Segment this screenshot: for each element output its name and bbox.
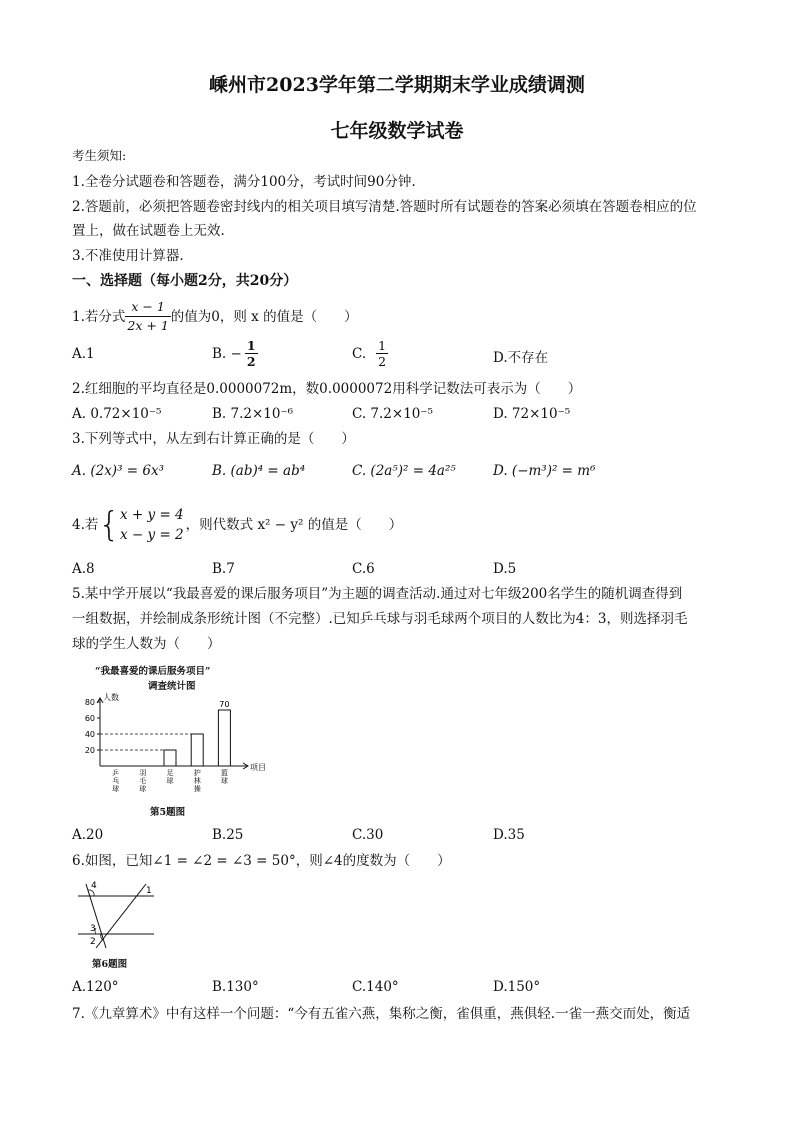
x-axis-label: 项目: [250, 763, 266, 772]
q4-brace: {: [98, 505, 121, 545]
y-tick-label: 40: [84, 730, 95, 739]
q3-option-d: D. (−m³)² = m⁶: [493, 463, 596, 479]
question-4-stem: [72, 505, 402, 545]
page-title: 嵊州市2023学年第二学期期末学业成绩调测: [209, 74, 585, 96]
transversal-right: [96, 884, 146, 948]
q4-system: [120, 505, 184, 545]
x-tick-label: 乓: [112, 777, 120, 785]
x-tick-label: 毛: [139, 777, 147, 785]
q5-option-a: A.20: [72, 827, 104, 843]
q1-option-b-num: 1: [246, 338, 256, 353]
section-heading: 一、选择题（每小题2分，共20分）: [72, 273, 298, 289]
q1-option-b-label: B. −: [212, 345, 242, 362]
q1-prefix: 1.若分式: [72, 308, 126, 325]
question-5-line-2: 一组数据，并绘制成条形统计图（不完整）.已知乒乓球与羽毛球两个项目的人数比为4：3，则选择羽毛: [72, 611, 688, 627]
q2-option-b: B. 7.2×10⁻⁶: [212, 406, 293, 422]
angle-label-2: 2: [90, 937, 96, 947]
chart-subtitle: 调查统计图: [148, 681, 196, 692]
question-6-stem: 6.如图，已知∠1 = ∠2 = ∠3 = 50°，则∠4的度数为（ ）: [72, 853, 451, 869]
q4-prefix: 4.若: [72, 517, 99, 533]
bar-data-label: 70: [219, 700, 230, 709]
angle-label-1: 1: [146, 886, 152, 896]
q1-option-c-fraction: [376, 338, 388, 369]
x-tick-label: 篮: [220, 769, 228, 777]
q1-denominator: 2x + 1: [127, 318, 169, 333]
figure-6-caption: 第6题图: [92, 959, 128, 970]
y-axis-label: 人数: [103, 693, 119, 702]
x-tick-label: 操: [193, 785, 201, 793]
bar-chart: [78, 690, 278, 802]
q6-option-a: A.120°: [72, 979, 119, 995]
angle-label-3: 3: [90, 924, 96, 934]
x-tick-label: 球: [220, 777, 228, 785]
x-tick-label: 足: [166, 769, 174, 777]
q1-option-c: [352, 338, 388, 369]
q2-option-a: A. 0.72×10⁻⁵: [72, 406, 162, 422]
q1-option-b: [212, 338, 258, 369]
question-3-stem: 3.下列等式中，从左到右计算正确的是（ ）: [72, 431, 355, 447]
chart-caption: 第5题图: [150, 807, 186, 818]
q6-option-b: B.130°: [212, 979, 259, 995]
q4-option-c: C.6: [352, 561, 375, 577]
q1-numerator: x − 1: [125, 298, 170, 317]
q1-option-c-num: 1: [378, 338, 387, 353]
q6-option-c: C.140°: [352, 979, 399, 995]
x-tick-label: 林: [193, 777, 201, 785]
q4-option-d: D.5: [493, 561, 517, 577]
q6-option-d: D.150°: [493, 979, 541, 995]
notice-item-2b: 置上，做在试题卷上无效.: [72, 223, 225, 239]
x-tick-label: 球: [166, 777, 174, 785]
q2-option-c: C. 7.2×10⁻⁵: [352, 406, 433, 422]
notice-item-1: 1.全卷分试题卷和答题卷，满分100分，考试时间90分钟.: [72, 174, 416, 190]
page-subtitle: 七年级数学试卷: [330, 120, 464, 142]
q5-option-d: D.35: [493, 827, 525, 843]
x-tick-label: 乒: [112, 769, 120, 777]
q1-fraction: [125, 298, 170, 335]
bar-足球: [164, 750, 176, 766]
notice-item-2a: 2.答题前，必须把答题卷密封线内的相关项目填写清楚.答题时所有试题卷的答案必须填在答题卷相应的位: [72, 199, 697, 215]
question-1-stem: [72, 298, 358, 335]
q2-option-d: D. 72×10⁻⁵: [493, 406, 571, 422]
y-tick-label: 80: [84, 698, 95, 707]
question-5-line-1: 5.某中学开展以“我最喜爱的课后服务项目”为主题的调查活动.通过对七年级200名学生的随机调查得到: [72, 586, 683, 602]
q4-equation-2: x − y = 2: [120, 527, 184, 543]
q3-option-b: B. (ab)⁴ = ab⁴: [212, 463, 306, 479]
notice-item-3: 3.不准使用计算器.: [72, 248, 184, 264]
x-tick-label: 球: [139, 785, 147, 793]
q1-option-a: A.1: [72, 346, 95, 362]
q4-equation-1: x + y = 4: [120, 507, 184, 523]
q3-option-c: C. (2a⁵)² = 4a²⁵: [352, 463, 456, 479]
q1-option-c-label: C.: [352, 345, 367, 362]
q1-suffix: 的值为0，则 x 的值是（ ）: [170, 308, 358, 325]
q1-option-c-den: 2: [378, 354, 387, 369]
y-tick-label: 20: [84, 746, 95, 755]
y-tick-label: 60: [84, 714, 95, 723]
q1-option-b-fraction: [245, 338, 258, 369]
angle-label-4: 4: [91, 881, 97, 891]
q5-option-c: C.30: [352, 827, 384, 843]
q3-option-a: A. (2x)³ = 6x³: [72, 463, 164, 479]
q4-suffix: ，则代数式 x² − y² 的值是（ ）: [185, 517, 403, 533]
q5-option-b: B.25: [212, 827, 244, 843]
bar-篮球: [218, 710, 230, 766]
chart-title: “我最喜爱的课后服务项目”: [95, 666, 211, 677]
bar-护林操: [191, 734, 203, 766]
q4-option-a: A.8: [72, 561, 95, 577]
x-tick-label: 球: [112, 785, 120, 793]
q4-option-b: B.7: [212, 561, 235, 577]
angle-figure: [74, 878, 160, 950]
question-7-line-1: 7.《九章算术》中有这样一个问题：“今有五雀六燕，集称之衡，雀俱重，燕俱轻.一雀一燕交而处，衡适: [72, 1006, 691, 1022]
q1-option-d: D.不存在: [493, 350, 549, 366]
question-2-stem: 2.红细胞的平均直径是0.0000072m，数0.0000072用科学记数法可表示为（ ）: [72, 381, 582, 397]
x-tick-label: 护: [193, 769, 201, 777]
question-5-line-3: 球的学生人数为（ ）: [72, 636, 221, 652]
x-tick-label: 羽: [139, 769, 147, 777]
notice-heading: 考生须知:: [72, 148, 127, 163]
q1-option-b-den: 2: [246, 354, 256, 369]
